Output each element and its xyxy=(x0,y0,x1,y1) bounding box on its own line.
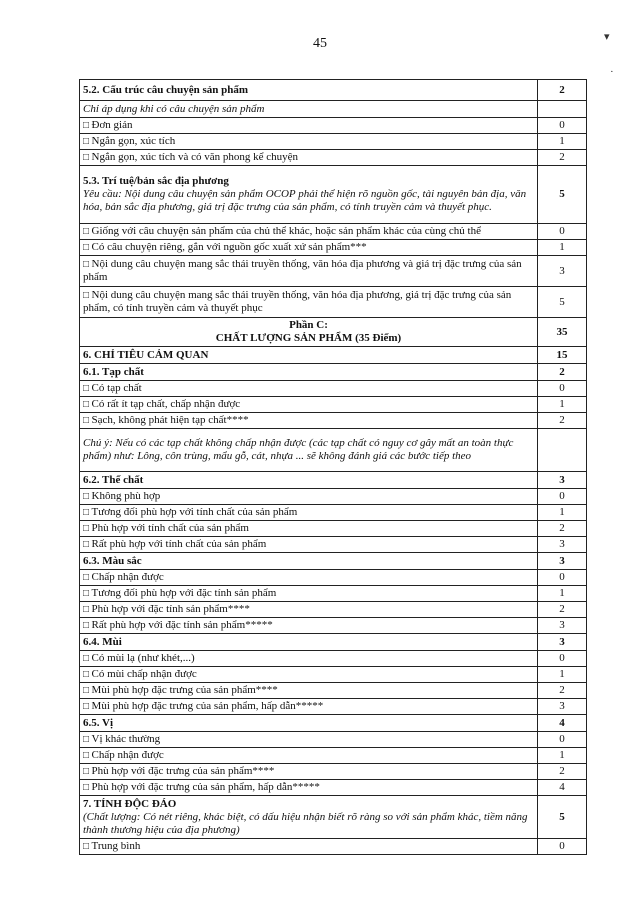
table-row xyxy=(80,764,587,780)
table-row xyxy=(80,364,587,381)
section-title: 7. TÍNH ĐỘC ĐÁO xyxy=(83,797,177,810)
criterion-cell xyxy=(80,256,538,287)
table-row xyxy=(80,537,587,553)
table-row xyxy=(80,553,587,570)
option-label: □ Rất phù hợp với tính chất của sản phẩm xyxy=(83,538,266,550)
table-row xyxy=(80,381,587,397)
table-row xyxy=(80,667,587,683)
criterion-cell xyxy=(80,715,538,732)
note-text: Chú ý: Nếu có các tạp chất không chấp nhận được (các tạp chất có nguy cơ gây mất an toàn thực phẩm) như: Lông, côn trùng, mẩu gỗ, cát, nhựa ... sẽ không đánh giá các bước tiếp theo xyxy=(83,437,514,462)
points-cell: 5 xyxy=(538,796,587,839)
table-row xyxy=(80,134,587,150)
points-cell: 3 xyxy=(538,537,587,553)
table-row xyxy=(80,224,587,240)
criterion-cell xyxy=(80,683,538,699)
option-label: □ Có tạp chất xyxy=(83,382,142,394)
option-label: □ Ngắn gọn, xúc tích và có văn phong kể chuyện xyxy=(83,151,298,163)
option-label: □ Phù hợp với đặc tính sản phẩm**** xyxy=(83,603,250,615)
table-row xyxy=(80,683,587,699)
table-row xyxy=(80,602,587,618)
option-label: □ Nội dung câu chuyện mang sắc thái truyền thống, văn hóa địa phương và giá trị đặc trưng của sản phẩm xyxy=(83,258,522,283)
criterion-cell xyxy=(80,699,538,715)
note-text: Chỉ áp dụng khi có câu chuyện sản phẩm xyxy=(83,102,265,115)
table-row xyxy=(80,489,587,505)
points-cell xyxy=(538,429,587,472)
criterion-cell xyxy=(80,780,538,796)
table-row xyxy=(80,570,587,586)
table-row xyxy=(80,287,587,318)
section-title: 6.5. Vị xyxy=(83,716,114,729)
option-label: □ Giống với câu chuyện sản phẩm của chủ thể khác, hoặc sản phẩm khác của cùng chủ thể xyxy=(83,225,481,237)
section-title: 6. CHỈ TIÊU CẢM QUAN xyxy=(83,348,209,361)
option-label: □ Rất phù hợp với đặc tính sản phẩm***** xyxy=(83,619,273,631)
option-label: □ Có câu chuyện riêng, gắn với nguồn gốc xuất xứ sản phẩm*** xyxy=(83,241,367,253)
option-label: □ Trung bình xyxy=(83,840,140,852)
points-cell: 1 xyxy=(538,748,587,764)
scan-dot: · xyxy=(610,66,614,78)
criterion-cell xyxy=(80,364,538,381)
option-label: □ Ngắn gọn, xúc tích xyxy=(83,135,175,147)
points-cell: 2 xyxy=(538,150,587,166)
criterion-cell xyxy=(80,521,538,537)
points-cell: 2 xyxy=(538,80,587,101)
criterion-cell xyxy=(80,634,538,651)
option-label: □ Nội dung câu chuyện mang sắc thái truyền thống, văn hóa địa phương, giá trị đặc trưng của sản phẩm, có tính truyền cảm và thuyết phục xyxy=(83,289,511,314)
criterion-cell xyxy=(80,732,538,748)
points-cell: 4 xyxy=(538,715,587,732)
table-row xyxy=(80,397,587,413)
option-label: □ Sạch, không phát hiện tạp chất**** xyxy=(83,414,249,426)
table-row xyxy=(80,699,587,715)
option-label: □ Chấp nhận được xyxy=(83,749,164,761)
criterion-cell xyxy=(80,134,538,150)
criterion-cell xyxy=(80,748,538,764)
points-cell: 2 xyxy=(538,364,587,381)
section-requirement: (Chất lượng: Có nét riêng, khác biệt, có dấu hiệu nhận biết rõ ràng so với sản phẩm khác, tiềm năng thành thương hiệu của địa phương) xyxy=(83,810,528,836)
criterion-cell xyxy=(80,166,538,224)
points-cell: 0 xyxy=(538,381,587,397)
section-title: 6.1. Tạp chất xyxy=(83,365,144,378)
section-title: 6.3. Màu sắc xyxy=(83,554,142,567)
points-cell: 0 xyxy=(538,489,587,505)
option-label: □ Phù hợp với đặc trưng của sản phẩm**** xyxy=(83,765,274,777)
points-cell: 1 xyxy=(538,397,587,413)
option-label: □ Chấp nhận được xyxy=(83,571,164,583)
points-cell: 35 xyxy=(538,318,587,347)
table-row xyxy=(80,780,587,796)
table-row xyxy=(80,505,587,521)
table-row xyxy=(80,839,587,855)
points-cell: 2 xyxy=(538,683,587,699)
table-row xyxy=(80,586,587,602)
points-cell xyxy=(538,101,587,118)
points-cell: 2 xyxy=(538,764,587,780)
criterion-cell xyxy=(80,618,538,634)
points-cell: 1 xyxy=(538,505,587,521)
table-row xyxy=(80,80,587,101)
points-cell: 3 xyxy=(538,256,587,287)
points-cell: 5 xyxy=(538,287,587,318)
table-row xyxy=(80,150,587,166)
criterion-cell xyxy=(80,397,538,413)
section-title: 5.2. Cấu trúc câu chuyện sản phẩm xyxy=(83,83,249,96)
table-row xyxy=(80,618,587,634)
criterion-cell xyxy=(80,118,538,134)
points-cell: 3 xyxy=(538,634,587,651)
criterion-cell xyxy=(80,839,538,855)
points-cell: 3 xyxy=(538,472,587,489)
table-row xyxy=(80,521,587,537)
points-cell: 1 xyxy=(538,667,587,683)
table-row xyxy=(80,429,587,472)
table-row xyxy=(80,413,587,429)
criterion-cell xyxy=(80,101,538,118)
criterion-cell xyxy=(80,472,538,489)
points-cell: 3 xyxy=(538,699,587,715)
criterion-cell xyxy=(80,318,538,347)
criterion-cell xyxy=(80,413,538,429)
criterion-cell xyxy=(80,764,538,780)
option-label: □ Tương đối phù hợp với tính chất của sản phẩm xyxy=(83,506,297,518)
points-cell: 0 xyxy=(538,118,587,134)
part-subtitle: CHẤT LƯỢNG SẢN PHẨM (35 Điểm) xyxy=(215,332,402,344)
table-row xyxy=(80,732,587,748)
points-cell: 15 xyxy=(538,347,587,364)
option-label: □ Tương đối phù hợp với đặc tính sản phẩm xyxy=(83,587,276,599)
option-label: □ Có mùi chấp nhận được xyxy=(83,668,197,680)
points-cell: 1 xyxy=(538,586,587,602)
table-row xyxy=(80,472,587,489)
option-label: □ Vị khác thường xyxy=(83,733,160,745)
criterion-cell xyxy=(80,667,538,683)
option-label: □ Phù hợp với đặc trưng của sản phẩm, hấp dẫn***** xyxy=(83,781,320,793)
page-number: 45 xyxy=(313,36,327,51)
table-row xyxy=(80,101,587,118)
criterion-cell xyxy=(80,150,538,166)
option-label: □ Mùi phù hợp đặc trưng của sản phẩm**** xyxy=(83,684,278,696)
criterion-cell xyxy=(80,287,538,318)
table-row xyxy=(80,256,587,287)
points-cell: 5 xyxy=(538,166,587,224)
criterion-cell xyxy=(80,553,538,570)
section-title: 6.4. Mùi xyxy=(83,635,122,648)
criterion-cell xyxy=(80,586,538,602)
option-label: □ Đơn giản xyxy=(83,119,133,131)
points-cell: 1 xyxy=(538,134,587,150)
criterion-cell xyxy=(80,224,538,240)
criterion-cell xyxy=(80,570,538,586)
points-cell: 2 xyxy=(538,521,587,537)
section-title: 6.2. Thể chất xyxy=(83,473,144,486)
criterion-cell xyxy=(80,381,538,397)
part-title: Phần C: xyxy=(289,319,328,331)
table-row xyxy=(80,796,587,839)
points-cell: 0 xyxy=(538,224,587,240)
criterion-cell xyxy=(80,489,538,505)
criterion-cell xyxy=(80,429,538,472)
table-row xyxy=(80,318,587,347)
points-cell: 3 xyxy=(538,553,587,570)
criterion-cell xyxy=(80,602,538,618)
points-cell: 0 xyxy=(538,651,587,667)
criterion-cell xyxy=(80,651,538,667)
criterion-cell xyxy=(80,537,538,553)
criterion-cell xyxy=(80,505,538,521)
points-cell: 1 xyxy=(538,240,587,256)
points-cell: 2 xyxy=(538,413,587,429)
table-row xyxy=(80,634,587,651)
points-cell: 0 xyxy=(538,570,587,586)
table-row xyxy=(80,347,587,364)
table-row xyxy=(80,651,587,667)
option-label: □ Phù hợp với tính chất của sản phẩm xyxy=(83,522,249,534)
section-title: 5.3. Trí tuệ/bản sắc địa phương xyxy=(83,175,229,187)
section-requirement: Yêu cầu: Nội dung câu chuyện sản phẩm OCOP phải thể hiện rõ nguồn gốc, tài nguyên bản địa, văn hóa, bản sắc địa phương, giá trị đặc trưng của sản phẩm, có tính truyền cảm và thuyết phục. xyxy=(83,188,527,213)
table-row xyxy=(80,748,587,764)
criterion-cell xyxy=(80,347,538,364)
option-label: □ Không phù hợp xyxy=(83,490,160,502)
table-row xyxy=(80,240,587,256)
scoring-table xyxy=(79,79,587,855)
criterion-cell xyxy=(80,80,538,101)
table-row xyxy=(80,118,587,134)
option-label: □ Có rất ít tạp chất, chấp nhận được xyxy=(83,398,240,410)
table-row xyxy=(80,166,587,224)
option-label: □ Mùi phù hợp đặc trưng của sản phẩm, hấp dẫn***** xyxy=(83,700,323,712)
points-cell: 0 xyxy=(538,732,587,748)
points-cell: 0 xyxy=(538,839,587,855)
criterion-cell xyxy=(80,796,538,839)
criterion-cell xyxy=(80,240,538,256)
points-cell: 3 xyxy=(538,618,587,634)
scan-mark: ▾ xyxy=(604,31,610,43)
points-cell: 4 xyxy=(538,780,587,796)
table-row xyxy=(80,715,587,732)
points-cell: 2 xyxy=(538,602,587,618)
option-label: □ Có mùi lạ (như khét,...) xyxy=(83,652,195,664)
